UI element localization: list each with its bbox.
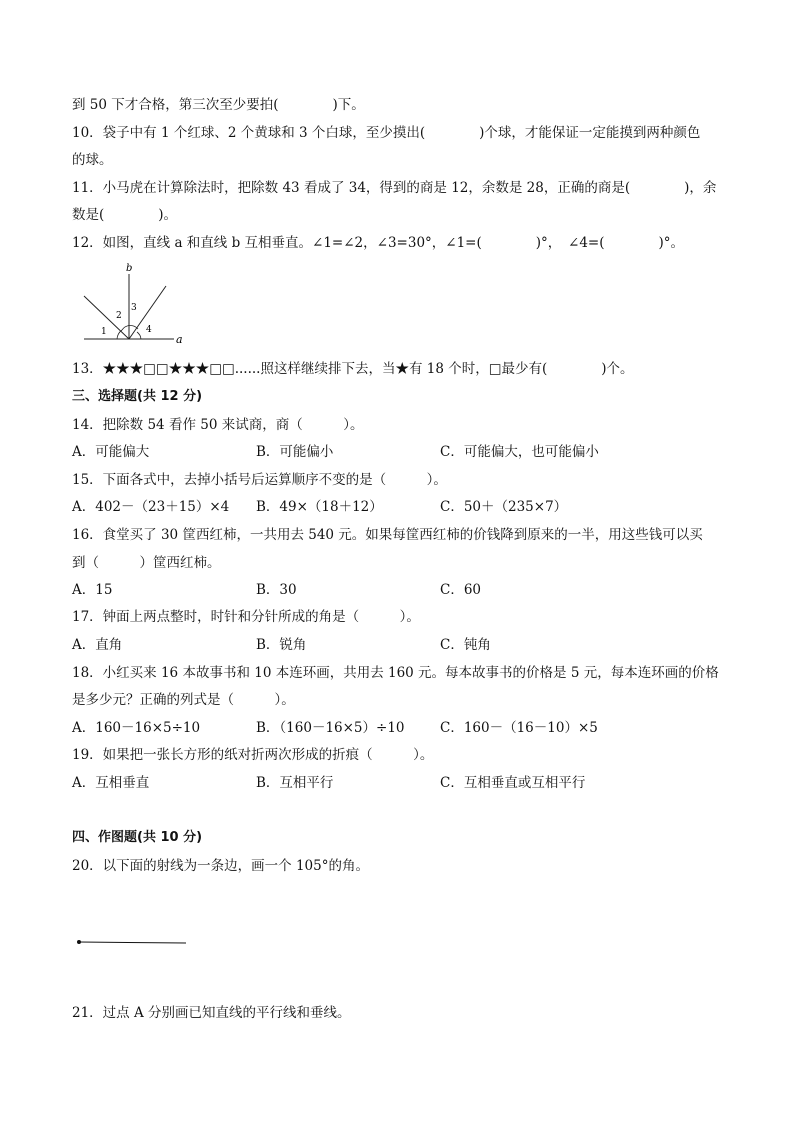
q15-option-c[interactable]: C．50＋（235×7） [440, 499, 568, 515]
question-11-line-1: 11．小马虎在计算除法时，把除数 43 看成了 34，得到的商是 12，余数是 28，正确的商是( )，余 [72, 180, 717, 196]
q15-option-a[interactable]: A．402－（23＋15）×4 [72, 499, 230, 515]
q15-option-b[interactable]: B．49×（18＋12） [256, 499, 383, 515]
section-4-title: 四、作图题(共 10 分) [72, 830, 203, 845]
q14-option-c[interactable]: C．可能偏大，也可能偏小 [440, 444, 599, 460]
question-10-line-1: 10．袋子中有 1 个红球、2 个黄球和 3 个白球，至少摸出( )个球，才能保证一定能摸到两种颜色 [72, 125, 701, 141]
q16-option-a[interactable]: A．15 [72, 582, 113, 598]
q14-option-a[interactable]: A．可能偏大 [72, 444, 150, 460]
q16-option-c[interactable]: C．60 [440, 582, 482, 598]
q16-option-b[interactable]: B．30 [256, 582, 297, 598]
label-angle-2: 2 [116, 311, 122, 321]
label-angle-1: 1 [101, 327, 107, 337]
question-18-line-1: 18．小红买来 16 本故事书和 10 本连环画，共用去 160 元。每本故事书的价格是 5 元，每本连环画的价格 [72, 665, 719, 681]
ray-line [79, 942, 186, 943]
label-a: a [176, 333, 183, 346]
q19-option-c[interactable]: C．互相垂直或互相平行 [440, 775, 586, 791]
question-21: 21．过点 A 分别画已知直线的平行线和垂线。 [72, 1005, 351, 1021]
question-16-line-2: 到（ ）筐西红柿。 [72, 555, 221, 571]
q17-option-a[interactable]: A．直角 [72, 637, 123, 653]
question-19: 19．如果把一张长方形的纸对折两次形成的折痕（ ）。 [72, 747, 434, 763]
q18-option-c[interactable]: C．160－（16－10）×5 [440, 720, 598, 736]
question-17: 17．钟面上两点整时，时针和分针所成的角是（ ）。 [72, 609, 420, 625]
question-13: 13．★★★□□★★★□□......照这样继续排下去，当★有 18 个时，□最少有( )个。 [72, 361, 634, 377]
ray-figure [74, 936, 194, 950]
question-14: 14．把除数 54 看作 50 来试商，商（ ）。 [72, 417, 364, 433]
q17-option-b[interactable]: B．锐角 [256, 637, 307, 653]
question-12: 12．如图，直线 a 和直线 b 互相垂直。∠1=∠2，∠3=30°，∠1=( )°， ∠4=( )°。 [72, 235, 685, 251]
label-angle-3: 3 [131, 303, 137, 313]
question-11-line-2: 数是( )。 [72, 207, 178, 223]
question-10-line-2: 的球。 [72, 152, 113, 168]
section-3-title: 三、选择题(共 12 分) [72, 389, 203, 404]
question-9-continuation: 到 50 下才合格，第三次至少要拍( )下。 [72, 97, 365, 113]
label-angle-4: 4 [146, 325, 152, 335]
angle-arc-right [137, 332, 141, 339]
question-16-line-1: 16．食堂买了 30 筐西红柿，一共用去 540 元。如果每筐西红柿的价钱降到原来的一半，用这些钱可以买 [72, 527, 703, 543]
question-18-line-2: 是多少元？正确的列式是（ ）。 [72, 692, 295, 708]
q18-option-a[interactable]: A．160－16×5÷10 [72, 720, 201, 736]
q18-option-b[interactable]: B．（160－16×5）÷10 [256, 720, 405, 736]
q14-option-b[interactable]: B．可能偏小 [256, 444, 334, 460]
q19-option-a[interactable]: A．互相垂直 [72, 775, 150, 791]
angle-figure [76, 258, 196, 348]
q19-option-b[interactable]: B．互相平行 [256, 775, 334, 791]
q17-option-c[interactable]: C．钝角 [440, 637, 491, 653]
question-15: 15．下面各式中，去掉小括号后运算顺序不变的是（ ）。 [72, 472, 447, 488]
question-20: 20．以下面的射线为一条边，画一个 105°的角。 [72, 858, 369, 874]
label-b: b [126, 263, 133, 274]
